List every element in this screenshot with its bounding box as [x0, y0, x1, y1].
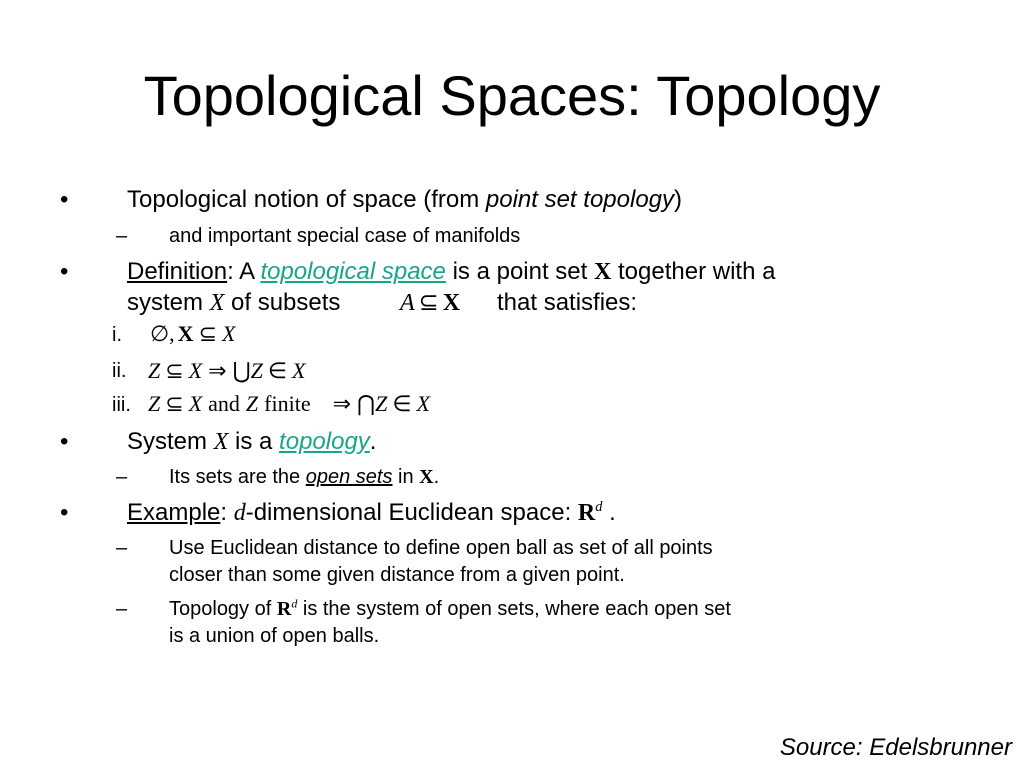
math-symbol: X: [188, 391, 203, 416]
open-sets-emphasis: open sets: [305, 466, 393, 488]
sub-bullet-topology-line1: [169, 596, 731, 622]
bullet-text: Topology of: [169, 598, 277, 620]
topology-link[interactable]: topology: [279, 428, 370, 455]
euclidean-space-symbol: R: [577, 500, 596, 526]
condition-iii-formula: [148, 390, 430, 418]
math-symbol: X: [177, 321, 194, 346]
subseteq-symbol: ⊆: [165, 358, 184, 383]
subseteq-symbol: ⊆: [165, 391, 184, 416]
bullet-system-topology: [127, 427, 376, 457]
point-set-symbol: X: [419, 466, 434, 488]
bullet-marker: •: [60, 258, 69, 285]
bullet-text: ): [674, 186, 683, 213]
euclidean-space-symbol: R: [276, 598, 292, 620]
dash-marker: –: [116, 598, 128, 620]
bullet-text: is a point set: [445, 258, 594, 285]
system-symbol: X: [213, 429, 229, 455]
bullet-text: System: [127, 428, 214, 455]
condition-ii-formula: [148, 357, 306, 385]
dimension-symbol: d: [233, 500, 246, 526]
condition-i-formula: [150, 320, 235, 348]
comma-symbol: ,: [169, 321, 175, 346]
subseteq-symbol: ⊆: [418, 290, 439, 316]
bullet-definition-tail: that satisfies:: [497, 289, 638, 316]
source-credit: Source: Edelsbrunner: [779, 734, 1012, 761]
bullet-text: .: [433, 466, 440, 488]
point-set-topology-emphasis: point set topology: [485, 186, 675, 213]
dimension-superscript: d: [291, 596, 298, 611]
dash-marker: –: [116, 466, 128, 488]
topological-space-link[interactable]: topological space: [260, 258, 446, 285]
roman-marker-ii: ii.: [112, 360, 127, 382]
bullet-text: is the system of open sets, where each open set: [297, 598, 731, 620]
implies-symbol: ⇒: [208, 358, 227, 383]
bullet-definition-line1: [127, 257, 775, 287]
math-symbol: Z: [148, 358, 161, 383]
bullet-text: system: [127, 289, 210, 316]
point-set-symbol: X: [593, 259, 612, 285]
example-label: Example: [127, 499, 221, 526]
intersection-symbol: ⋂: [357, 391, 376, 416]
bullet-text: .: [369, 428, 377, 455]
definition-label: Definition: [127, 258, 228, 285]
element-of-symbol: ∈: [392, 391, 412, 416]
bullet-text: in: [392, 466, 420, 488]
math-symbol: X: [222, 321, 236, 346]
bullet-topological-notion: [127, 185, 682, 215]
implies-symbol: ⇒: [332, 391, 352, 416]
math-symbol: X: [292, 358, 306, 383]
bullet-text: .: [602, 499, 616, 526]
roman-marker-iii: iii.: [112, 394, 131, 416]
sub-bullet-open-sets: [169, 464, 439, 490]
subset-formula: [400, 288, 460, 318]
bullet-text: of subsets: [224, 289, 341, 316]
math-symbol: Z: [250, 358, 263, 383]
sub-bullet-open-ball-line1: Use Euclidean distance to define open ball as set of all points: [169, 537, 713, 559]
bullet-text: Its sets are the: [169, 466, 306, 488]
math-symbol: X: [416, 391, 430, 416]
dimension-superscript: d: [595, 499, 603, 515]
subseteq-symbol: ⊆: [198, 321, 217, 346]
math-symbol: X: [188, 358, 203, 383]
sub-bullet-topology-line2: is a union of open balls.: [169, 625, 380, 647]
sub-bullet-open-ball-line2: closer than some given distance from a given point.: [169, 564, 625, 586]
math-symbol: Z: [148, 391, 161, 416]
slide-title: Topological Spaces: Topology: [143, 64, 881, 127]
bullet-text: : A: [227, 258, 261, 285]
math-symbol: X: [442, 290, 461, 316]
bullet-example: [127, 498, 616, 528]
union-symbol: ⋃: [232, 358, 251, 383]
dash-marker: –: [116, 537, 128, 559]
bullet-text: together with a: [611, 258, 776, 285]
bullet-marker: •: [60, 428, 69, 455]
bullet-marker: •: [60, 186, 69, 213]
bullet-text: -dimensional Euclidean space:: [245, 499, 578, 526]
bullet-text: Topological notion of space (from: [127, 186, 486, 213]
empty-set-symbol: ∅: [150, 321, 170, 346]
bullet-marker: •: [60, 499, 69, 526]
math-symbol: Z: [375, 391, 388, 416]
dash-marker: –: [116, 225, 128, 247]
system-symbol: X: [209, 290, 225, 316]
and-word: and: [208, 391, 240, 416]
bullet-text: is a: [228, 428, 280, 455]
bullet-text: :: [220, 499, 234, 526]
roman-marker-i: i.: [112, 324, 122, 346]
math-symbol: Z: [245, 391, 259, 416]
sub-bullet-manifolds: and important special case of manifolds: [169, 225, 521, 247]
element-of-symbol: ∈: [267, 358, 288, 383]
bullet-definition-line2: [127, 288, 340, 318]
math-symbol: A: [400, 290, 415, 316]
finite-word: finite: [264, 391, 311, 416]
